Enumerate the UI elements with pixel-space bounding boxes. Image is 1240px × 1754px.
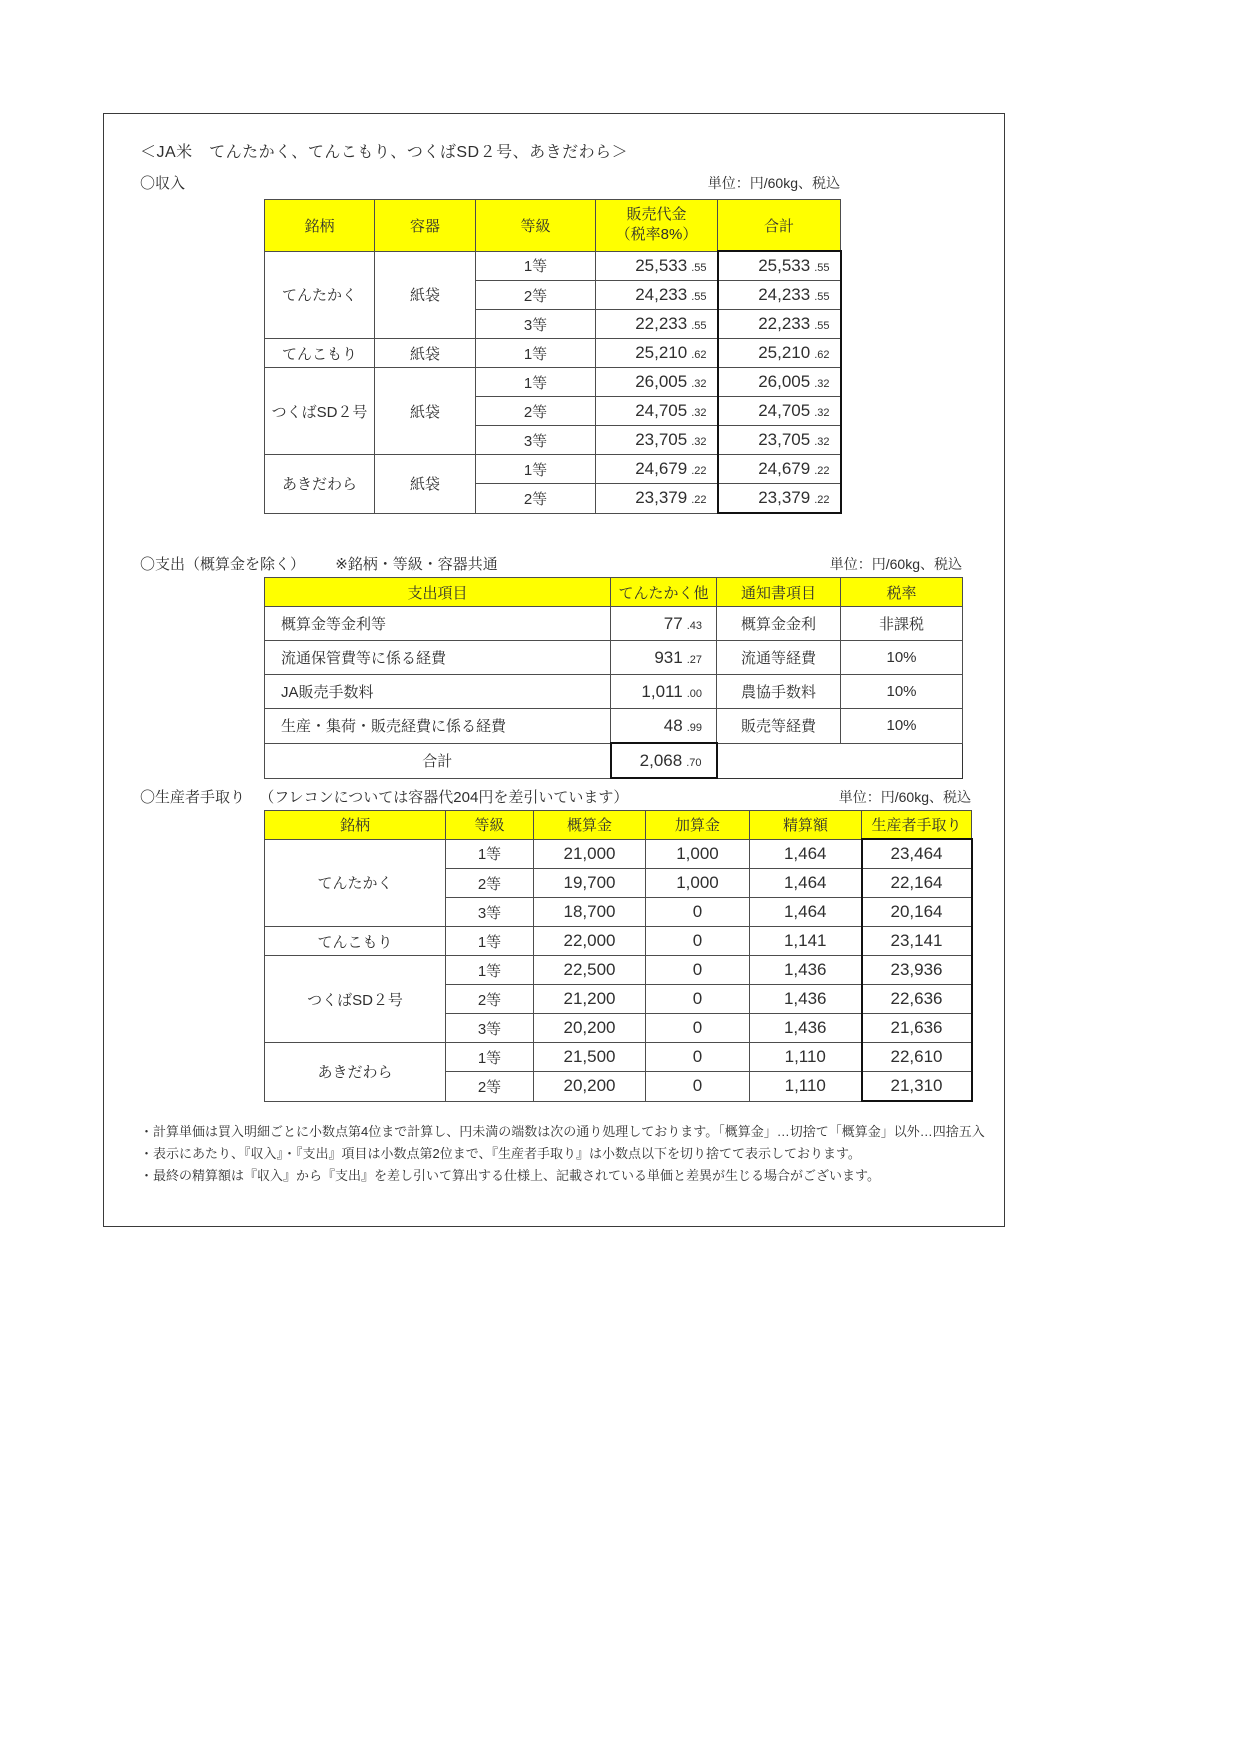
price-cell-int: 26,005 xyxy=(635,372,688,391)
expense-tax-cell: 非課税 xyxy=(841,607,963,641)
price-cell-dec: .22 xyxy=(691,494,707,507)
income-section-header xyxy=(140,172,840,193)
settlement-cell: 1,464 xyxy=(750,839,862,869)
total-cell-dec: .32 xyxy=(814,378,830,390)
grade-cell: 1等 xyxy=(446,839,534,869)
total-cell-int: 22,233 xyxy=(758,314,811,333)
addition-cell: 0 xyxy=(646,1043,750,1072)
price-cell xyxy=(596,339,718,368)
expense-total-value-cell-int: 2,068 xyxy=(639,750,683,770)
brand-cell: つくばSD２号 xyxy=(265,956,446,1043)
price-cell-dec: .32 xyxy=(691,436,707,448)
empty-cell xyxy=(717,743,841,778)
addition-cell: 0 xyxy=(646,985,750,1014)
producer-table xyxy=(264,810,973,1102)
total-cell-int: 24,679 xyxy=(758,459,811,478)
expense-total-row xyxy=(265,743,963,778)
takehome-cell: 23,141 xyxy=(862,927,972,956)
brand-cell: つくばSD２号 xyxy=(265,368,375,455)
price-cell-int: 25,210 xyxy=(635,343,688,362)
price-cell-dec: .22 xyxy=(691,465,707,477)
expense-notice-cell: 販売等経費 xyxy=(717,709,841,744)
settlement-cell: 1,110 xyxy=(750,1043,862,1072)
producer-section-labels xyxy=(140,786,628,807)
brand-cell: てんこもり xyxy=(265,927,446,956)
expense-item-cell: JA販売手数料 xyxy=(265,675,611,709)
total-cell xyxy=(718,426,841,455)
expense-notice-cell: 農協手数料 xyxy=(717,675,841,709)
takehome-cell: 22,610 xyxy=(862,1043,972,1072)
addition-cell: 1,000 xyxy=(646,869,750,898)
advance-cell: 20,200 xyxy=(534,1072,646,1102)
settlement-cell: 1,436 xyxy=(750,956,862,985)
expense-header-notice: 通知書項目 xyxy=(717,578,841,607)
price-cell xyxy=(596,368,718,397)
total-cell-int: 25,210 xyxy=(758,343,811,362)
total-cell xyxy=(718,251,841,281)
producer-header-grade: 等級 xyxy=(446,811,534,840)
producer-section-note: （フレコンについては容器代204円を差引いています） xyxy=(259,789,629,806)
takehome-cell: 20,164 xyxy=(862,898,972,927)
expense-tax-cell: 10% xyxy=(841,709,963,744)
expense-table xyxy=(264,577,963,779)
footnote-line-2: ・表示にあたり、『収入』・『支出』項目は小数点第2位まで、『生産者手取り』は小数点以下を切り捨てて表示しております。 xyxy=(140,1146,861,1161)
income-section-label: 〇収入 xyxy=(140,175,186,192)
total-cell xyxy=(718,397,841,426)
grade-cell: 2等 xyxy=(446,985,534,1014)
expense-notice-cell: 流通等経費 xyxy=(717,641,841,675)
income-header-container: 容器 xyxy=(375,200,476,252)
price-cell-int: 24,233 xyxy=(635,285,688,304)
price-cell-dec: .32 xyxy=(691,378,707,390)
income-row xyxy=(265,339,841,368)
total-cell-dec: .32 xyxy=(814,407,830,419)
price-cell xyxy=(596,455,718,484)
total-cell xyxy=(718,310,841,339)
expense-amount-cell xyxy=(611,709,717,744)
expense-header-item: 支出項目 xyxy=(265,578,611,607)
takehome-cell: 22,164 xyxy=(862,869,972,898)
total-cell-dec: .55 xyxy=(814,262,830,274)
price-cell xyxy=(596,397,718,426)
price-cell-int: 24,679 xyxy=(635,459,688,478)
addition-cell: 0 xyxy=(646,927,750,956)
price-cell xyxy=(596,281,718,310)
price-cell xyxy=(596,484,718,514)
takehome-cell: 23,464 xyxy=(862,839,972,869)
expense-row xyxy=(265,641,963,675)
takehome-cell: 23,936 xyxy=(862,956,972,985)
grade-cell: 3等 xyxy=(446,898,534,927)
income-header-grade: 等級 xyxy=(476,200,596,252)
grade-cell: 1等 xyxy=(446,927,534,956)
advance-cell: 21,000 xyxy=(534,839,646,869)
expense-amount-cell xyxy=(611,641,717,675)
advance-cell: 20,200 xyxy=(534,1014,646,1043)
producer-header-takehome: 生産者手取り xyxy=(862,811,972,840)
price-cell-int: 22,233 xyxy=(635,314,688,333)
expense-amount-cell-dec: .27 xyxy=(686,653,702,666)
income-row xyxy=(265,368,841,397)
grade-cell: 1等 xyxy=(476,368,596,397)
total-cell xyxy=(718,484,841,514)
settlement-cell: 1,464 xyxy=(750,869,862,898)
total-cell-int: 25,533 xyxy=(758,256,811,275)
producer-row xyxy=(265,927,972,956)
brand-cell: あきだわら xyxy=(265,455,375,514)
grade-cell: 2等 xyxy=(476,281,596,310)
producer-header-brand: 銘柄 xyxy=(265,811,446,840)
brand-cell: てんこもり xyxy=(265,339,375,368)
advance-cell: 22,500 xyxy=(534,956,646,985)
document-title: ＜JA米 てんたかく、てんこもり、つくばSD２号、あきだわら＞ xyxy=(140,144,629,161)
takehome-cell: 22,636 xyxy=(862,985,972,1014)
total-cell-dec: .22 xyxy=(814,494,830,506)
expense-amount-cell-dec: .43 xyxy=(686,619,702,632)
expense-amount-cell xyxy=(611,675,717,709)
total-cell-int: 23,379 xyxy=(758,488,811,507)
expense-section-label: 〇支出（概算金を除く） xyxy=(140,556,306,573)
total-cell-dec: .32 xyxy=(814,436,830,448)
income-unit-note: 単位：円/60kg、税込 xyxy=(707,175,840,191)
producer-header-advance: 概算金 xyxy=(534,811,646,840)
settlement-cell: 1,436 xyxy=(750,1014,862,1043)
total-cell-int: 24,705 xyxy=(758,401,811,420)
total-cell-dec: .55 xyxy=(814,320,830,332)
expense-amount-cell xyxy=(611,607,717,641)
addition-cell: 0 xyxy=(646,1014,750,1043)
container-cell: 紙袋 xyxy=(375,368,476,455)
price-cell-int: 23,705 xyxy=(635,430,688,449)
total-cell xyxy=(718,368,841,397)
total-cell-int: 26,005 xyxy=(758,372,811,391)
expense-amount-cell-int: 77 xyxy=(663,613,683,633)
income-row xyxy=(265,455,841,484)
expense-item-cell: 生産・集荷・販売経費に係る経費 xyxy=(265,709,611,744)
settlement-cell: 1,110 xyxy=(750,1072,862,1102)
total-cell-dec: .55 xyxy=(814,291,830,303)
expense-total-label-cell: 合計 xyxy=(265,743,611,778)
footnote-line-3: ・最終の精算額は『収入』から『支出』を差し引いて算出する仕様上、記載されている単価と差異が生じる場合がございます。 xyxy=(140,1168,880,1183)
income-header-brand: 銘柄 xyxy=(265,200,375,252)
expense-row xyxy=(265,709,963,744)
grade-cell: 1等 xyxy=(476,339,596,368)
income-header-price-line1: 販売代金 xyxy=(626,206,687,223)
total-cell xyxy=(718,339,841,368)
brand-cell: てんたかく xyxy=(265,839,446,927)
grade-cell: 3等 xyxy=(476,310,596,339)
price-cell-dec: .62 xyxy=(691,349,707,361)
grade-cell: 1等 xyxy=(446,1043,534,1072)
takehome-cell: 21,636 xyxy=(862,1014,972,1043)
expense-section-labels xyxy=(140,553,498,574)
addition-cell: 0 xyxy=(646,1072,750,1102)
expense-tax-cell: 10% xyxy=(841,675,963,709)
total-cell-int: 24,233 xyxy=(758,285,811,304)
income-row xyxy=(265,251,841,281)
expense-header-tax: 税率 xyxy=(841,578,963,607)
income-header-price-line2: （税率8%） xyxy=(615,226,698,244)
income-table xyxy=(264,199,842,514)
producer-header-settlement: 精算額 xyxy=(750,811,862,840)
expense-item-cell: 流通保管費等に係る経費 xyxy=(265,641,611,675)
settlement-cell: 1,141 xyxy=(750,927,862,956)
expense-row xyxy=(265,607,963,641)
total-cell xyxy=(718,281,841,310)
expense-item-cell: 概算金等金利等 xyxy=(265,607,611,641)
settlement-cell: 1,464 xyxy=(750,898,862,927)
advance-cell: 19,700 xyxy=(534,869,646,898)
price-cell-dec: .55 xyxy=(691,291,707,303)
footnote-line-1: ・計算単価は買入明細ごとに小数点第4位まで計算し、円未満の端数は次の通り処理しております。「概算金」…切捨て「概算金」以外…四捨五入 xyxy=(140,1124,985,1139)
price-cell-int: 25,533 xyxy=(635,255,688,275)
producer-header-addition: 加算金 xyxy=(646,811,750,840)
advance-cell: 21,500 xyxy=(534,1043,646,1072)
price-cell-int: 23,379 xyxy=(635,488,688,508)
grade-cell: 2等 xyxy=(446,869,534,898)
expense-tax-cell: 10% xyxy=(841,641,963,675)
expense-amount-cell-dec: .99 xyxy=(686,721,702,734)
grade-cell: 1等 xyxy=(476,251,596,281)
producer-header-row xyxy=(265,811,972,840)
price-cell-dec: .32 xyxy=(691,407,707,419)
total-cell xyxy=(718,455,841,484)
income-header-total: 合計 xyxy=(718,200,841,252)
container-cell: 紙袋 xyxy=(375,339,476,368)
grade-cell: 2等 xyxy=(446,1072,534,1102)
price-cell xyxy=(596,251,718,281)
grade-cell: 3等 xyxy=(476,426,596,455)
takehome-cell: 21,310 xyxy=(862,1072,972,1102)
producer-row xyxy=(265,839,972,869)
expense-row xyxy=(265,675,963,709)
addition-cell: 0 xyxy=(646,898,750,927)
grade-cell: 1等 xyxy=(446,956,534,985)
expense-amount-cell-int: 48 xyxy=(663,715,683,735)
container-cell: 紙袋 xyxy=(375,455,476,514)
price-cell-dec: .55 xyxy=(691,261,707,274)
expense-section-header xyxy=(140,553,962,574)
expense-unit-note: 単位：円/60kg、税込 xyxy=(829,556,962,572)
footnotes xyxy=(140,1121,990,1187)
expense-amount-cell-int: 931 xyxy=(654,647,683,667)
grade-cell: 1等 xyxy=(476,455,596,484)
producer-section-label: 〇生産者手取り xyxy=(140,789,246,806)
advance-cell: 21,200 xyxy=(534,985,646,1014)
brand-cell: てんたかく xyxy=(265,251,375,339)
expense-amount-cell-dec: .00 xyxy=(686,687,702,700)
income-header-row xyxy=(265,200,841,252)
advance-cell: 22,000 xyxy=(534,927,646,956)
expense-total-value-cell-dec: .70 xyxy=(686,756,702,769)
expense-header-amount: てんたかく他 xyxy=(611,578,717,607)
price-cell-dec: .55 xyxy=(691,320,707,332)
producer-section-header xyxy=(140,786,971,807)
price-cell xyxy=(596,310,718,339)
producer-row xyxy=(265,1043,972,1072)
total-cell-int: 23,705 xyxy=(758,430,811,449)
addition-cell: 0 xyxy=(646,956,750,985)
price-cell-int: 24,705 xyxy=(635,401,688,420)
expense-total-value-cell xyxy=(611,743,717,778)
total-cell-dec: .22 xyxy=(814,465,830,477)
producer-row xyxy=(265,956,972,985)
expense-amount-cell-int: 1,011 xyxy=(641,681,683,701)
expense-header-row xyxy=(265,578,963,607)
addition-cell: 1,000 xyxy=(646,839,750,869)
income-header-price xyxy=(596,200,718,252)
total-cell-dec: .62 xyxy=(814,349,830,361)
advance-cell: 18,700 xyxy=(534,898,646,927)
settlement-cell: 1,436 xyxy=(750,985,862,1014)
container-cell: 紙袋 xyxy=(375,251,476,339)
grade-cell: 3等 xyxy=(446,1014,534,1043)
brand-cell: あきだわら xyxy=(265,1043,446,1102)
empty-cell xyxy=(841,743,963,778)
grade-cell: 2等 xyxy=(476,484,596,514)
grade-cell: 2等 xyxy=(476,397,596,426)
expense-notice-cell: 概算金金利 xyxy=(717,607,841,641)
expense-section-note: ※銘柄・等級・容器共通 xyxy=(335,556,498,573)
producer-unit-note: 単位：円/60kg、税込 xyxy=(838,789,971,805)
price-cell xyxy=(596,426,718,455)
